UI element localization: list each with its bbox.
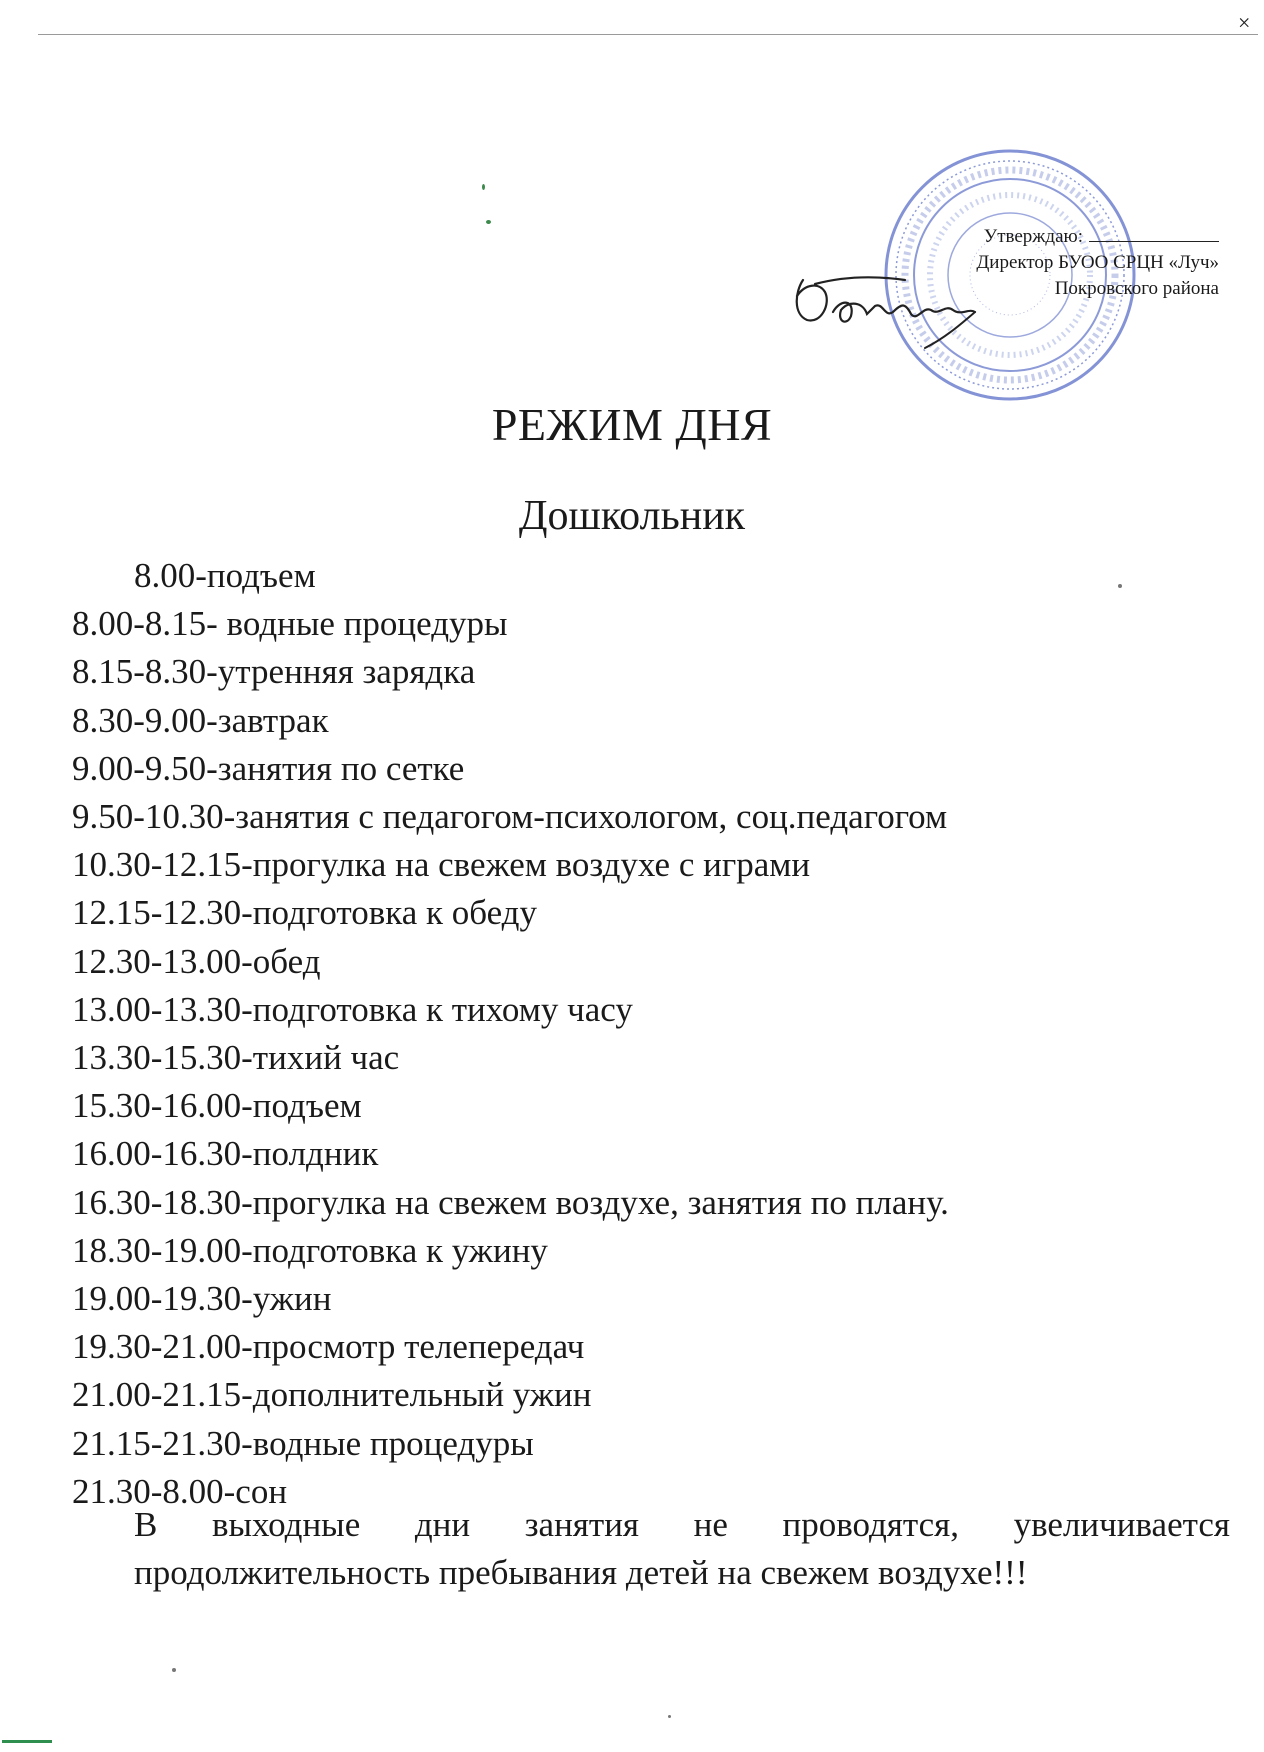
schedule-item: 9.00-9.50-занятия по сетке (72, 748, 465, 788)
schedule-item: 13.00-13.30-подготовка к тихому часу (72, 989, 633, 1029)
schedule-item: 19.00-19.30-ужин (72, 1279, 332, 1319)
speck (1118, 584, 1122, 588)
schedule-item: 8.15-8.30-утренняя зарядка (72, 652, 476, 692)
schedule-item: 19.30-21.00-просмотр телепередач (72, 1327, 585, 1367)
schedule-item: 21.15-21.30-водные процедуры (72, 1423, 534, 1463)
weekend-note: В выходные дни занятия не проводятся, увеличивается продолжительность пребывания детей на свежем воздухе!!! (134, 1505, 1230, 1592)
schedule-item: 13.30-15.30-тихий час (72, 1038, 400, 1078)
approval-line-1: Утверждаю: (976, 224, 1219, 250)
page-subtitle: Дошкольник (518, 493, 746, 539)
approval-line-3: Покровского района (1054, 278, 1219, 299)
approval-line-2: Директор БУОО СРЦН «Луч» (976, 252, 1219, 273)
page-title: РЕЖИМ ДНЯ (491, 399, 773, 450)
speck (172, 1668, 176, 1672)
schedule-item: 8.30-9.00-завтрак (72, 700, 329, 740)
speck (482, 184, 485, 190)
schedule-item: 12.30-13.00-обед (72, 941, 321, 981)
schedule-item: 8.00-подъем (134, 556, 316, 595)
close-mark: × (1238, 10, 1251, 35)
schedule-item: 16.30-18.30-прогулка на свежем воздухе, занятия по плану. (72, 1182, 949, 1222)
top-scan-edge (38, 34, 1258, 35)
schedule-item: 15.30-16.00-подъем (72, 1086, 362, 1126)
schedule-item: 21.00-21.15-дополнительный ужин (72, 1375, 592, 1415)
schedule-item: 8.00-8.15- водные процедуры (72, 604, 508, 644)
schedule-item: 12.15-12.30-подготовка к обеду (72, 893, 537, 933)
schedule-list (72, 552, 949, 1516)
speck (668, 1715, 671, 1718)
schedule-item: 16.00-16.30-полдник (72, 1134, 379, 1174)
schedule-item: 21.30-8.00-сон (72, 1471, 288, 1511)
speck (486, 220, 491, 224)
schedule-item: 18.30-19.00-подготовка к ужину (72, 1230, 548, 1270)
scan-edge-mark (2, 1740, 52, 1743)
schedule-item: 9.50-10.30-занятия с педагогом-психологом, соц.педагогом (72, 797, 948, 837)
schedule-item: 10.30-12.15-прогулка на свежем воздухе с играми (72, 845, 811, 885)
signature (785, 262, 1045, 352)
